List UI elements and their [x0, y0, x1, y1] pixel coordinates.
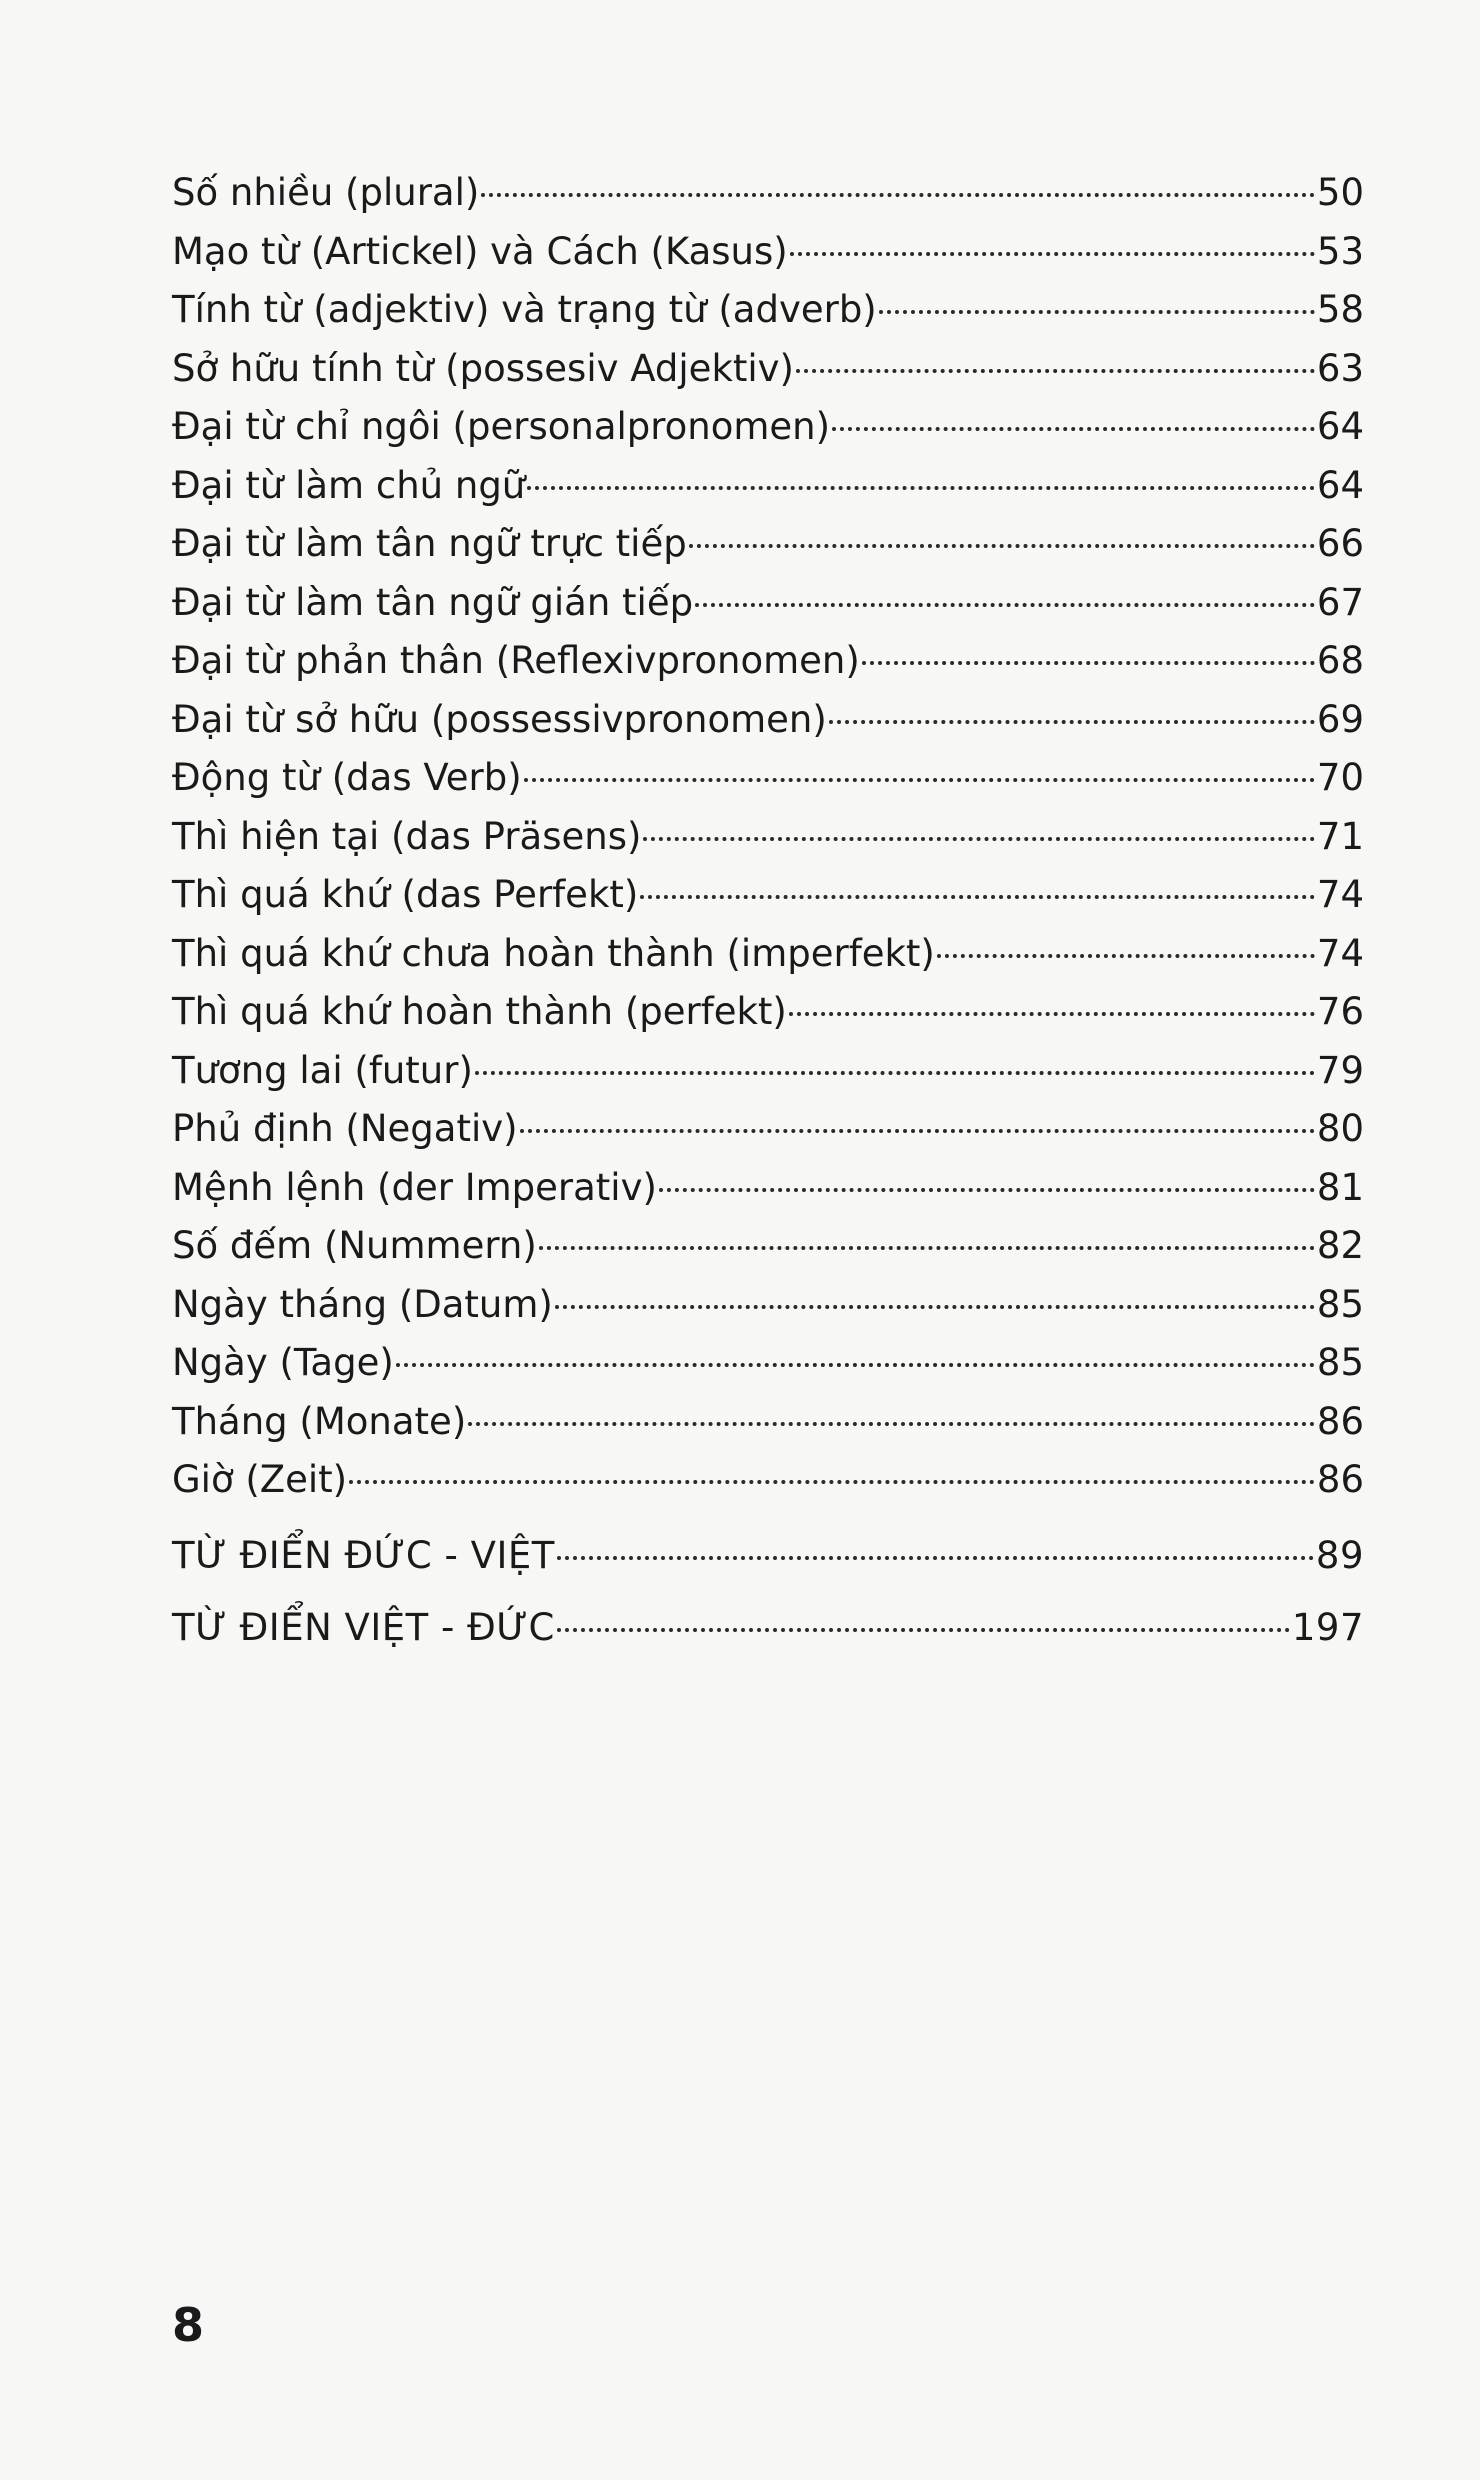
toc-entry	[172, 983, 1364, 1042]
toc-entry	[172, 749, 1364, 808]
toc-entry-title: Mạo từ (Artickel) và Cách (Kasus)	[172, 229, 788, 273]
toc-entry-title: Sở hữu tính từ (possesiv Adjektiv)	[172, 346, 794, 390]
toc-entry	[172, 164, 1364, 223]
toc-entry-title: Giờ (Zeit)	[172, 1458, 348, 1501]
toc-dot-leader	[527, 486, 1315, 490]
toc-entry	[172, 632, 1364, 691]
toc-entry-page: 68	[1316, 639, 1364, 682]
toc-dot-leader	[481, 193, 1315, 197]
toc-dot-leader	[937, 954, 1315, 958]
toc-entry	[172, 691, 1364, 750]
toc-dot-leader	[539, 1246, 1315, 1250]
toc-entry-title: Động từ (das Verb)	[172, 756, 522, 799]
toc-entry	[172, 398, 1364, 457]
toc-entry-title: Số đếm (Nummern)	[172, 1224, 537, 1267]
toc-dot-leader	[520, 1129, 1315, 1133]
toc-entry-page: 76	[1316, 990, 1364, 1033]
toc-dot-leader	[796, 369, 1315, 373]
toc-entry	[172, 281, 1364, 340]
toc-entry-page: 85	[1316, 1282, 1364, 1326]
toc-dot-leader	[862, 661, 1315, 665]
toc-entry-page: 67	[1316, 580, 1364, 624]
toc-dot-leader	[790, 252, 1315, 256]
toc-entry	[172, 515, 1364, 574]
toc-entry-page: 86	[1316, 1458, 1364, 1501]
toc-entry-page: 81	[1316, 1165, 1364, 1209]
toc-entry-title: Thì hiện tại (das Präsens)	[172, 814, 642, 858]
toc-dot-leader	[695, 603, 1315, 607]
toc-entry-title: Tháng (Monate)	[172, 1399, 467, 1443]
toc-entry-page: 71	[1316, 814, 1364, 858]
toc-entry-page: 69	[1316, 697, 1364, 741]
toc-entry-title: Thì quá khứ (das Perfekt)	[172, 873, 639, 916]
toc-entry-title: Mệnh lệnh (der Imperativ)	[172, 1165, 657, 1209]
toc-entry-page: 74	[1316, 931, 1364, 975]
toc-dot-leader	[468, 1422, 1315, 1426]
toc-dot-leader	[349, 1480, 1315, 1484]
toc-dot-leader	[524, 778, 1315, 782]
toc-entry	[172, 223, 1364, 282]
toc-section-entry	[172, 1520, 1364, 1592]
toc-dot-leader	[789, 1012, 1315, 1016]
toc-entry	[172, 1217, 1364, 1276]
toc-dot-leader	[643, 837, 1315, 841]
toc-entry	[172, 1451, 1364, 1510]
toc-dot-leader	[396, 1363, 1315, 1367]
toc-dot-leader	[475, 1071, 1315, 1075]
toc-entry	[172, 457, 1364, 516]
toc-entry-title: Đại từ làm chủ ngữ	[172, 463, 526, 507]
toc-entry	[172, 866, 1364, 925]
toc-entry-page: 86	[1316, 1399, 1364, 1443]
toc-entry	[172, 1334, 1364, 1393]
toc-entry-page: 70	[1316, 756, 1364, 799]
toc-entry-title: Ngày (Tage)	[172, 1341, 394, 1384]
toc-entry-page: 66	[1316, 522, 1364, 565]
toc-entry	[172, 1042, 1364, 1101]
toc-entry-title: Tính từ (adjektiv) và trạng từ (adverb)	[172, 288, 877, 331]
page-number: 8	[172, 2298, 205, 2352]
toc-entry-page: 74	[1316, 873, 1364, 916]
toc-entry-page: 85	[1316, 1341, 1364, 1384]
toc-entry-title: Đại từ phản thân (Reflexivpronomen)	[172, 639, 860, 682]
toc-entry	[172, 340, 1364, 399]
toc-dot-leader	[879, 310, 1315, 314]
toc-section-title: TỪ ĐIỂN VIỆT - ĐỨC	[172, 1605, 555, 1649]
toc-entry	[172, 925, 1364, 984]
toc-entry-title: Phủ định (Negativ)	[172, 1107, 518, 1150]
toc-entry-title: Đại từ chỉ ngôi (personalpronomen)	[172, 405, 831, 448]
toc-dot-leader	[689, 544, 1315, 548]
toc-section-entry	[172, 1592, 1364, 1664]
toc-section-page: 197	[1291, 1605, 1364, 1649]
toc-dot-leader	[640, 895, 1315, 899]
toc-entry	[172, 574, 1364, 633]
toc-entry-title: Ngày tháng (Datum)	[172, 1282, 553, 1326]
toc-entry	[172, 1276, 1364, 1335]
toc-dot-leader	[832, 427, 1315, 431]
toc-entry-page: 82	[1316, 1224, 1364, 1267]
toc-dot-leader	[829, 720, 1315, 724]
toc-entry-page: 50	[1316, 171, 1364, 214]
toc-entry-page: 53	[1316, 229, 1364, 273]
toc-entry-page: 64	[1316, 405, 1364, 448]
toc-entry-title: Thì quá khứ chưa hoàn thành (imperfekt)	[172, 931, 935, 975]
toc-dot-leader	[557, 1556, 1314, 1560]
toc-dot-leader	[659, 1188, 1315, 1192]
toc-entry-title: Đại từ làm tân ngữ gián tiếp	[172, 580, 694, 624]
toc-entry-page: 80	[1316, 1107, 1364, 1150]
toc-dot-leader	[555, 1305, 1315, 1309]
toc-entry-title: Tương lai (futur)	[172, 1048, 473, 1092]
toc-entry-title: Số nhiều (plural)	[172, 171, 480, 214]
toc-entry	[172, 1100, 1364, 1159]
toc-dot-leader	[557, 1628, 1290, 1632]
toc-entry-page: 58	[1316, 288, 1364, 331]
toc-entry-title: Đại từ làm tân ngữ trực tiếp	[172, 522, 687, 565]
toc-entry-page: 79	[1316, 1048, 1364, 1092]
toc-section-title: TỪ ĐIỂN ĐỨC - VIỆT	[172, 1533, 555, 1577]
toc-entry-title: Thì quá khứ hoàn thành (perfekt)	[172, 990, 787, 1033]
toc-entry	[172, 808, 1364, 867]
table-of-contents	[172, 164, 1364, 1664]
toc-entry-title: Đại từ sở hữu (possessivpronomen)	[172, 697, 827, 741]
toc-entry-page: 63	[1316, 346, 1364, 390]
toc-section-page: 89	[1315, 1533, 1364, 1577]
toc-entry	[172, 1393, 1364, 1452]
toc-entry-page: 64	[1316, 463, 1364, 507]
toc-entry	[172, 1159, 1364, 1218]
